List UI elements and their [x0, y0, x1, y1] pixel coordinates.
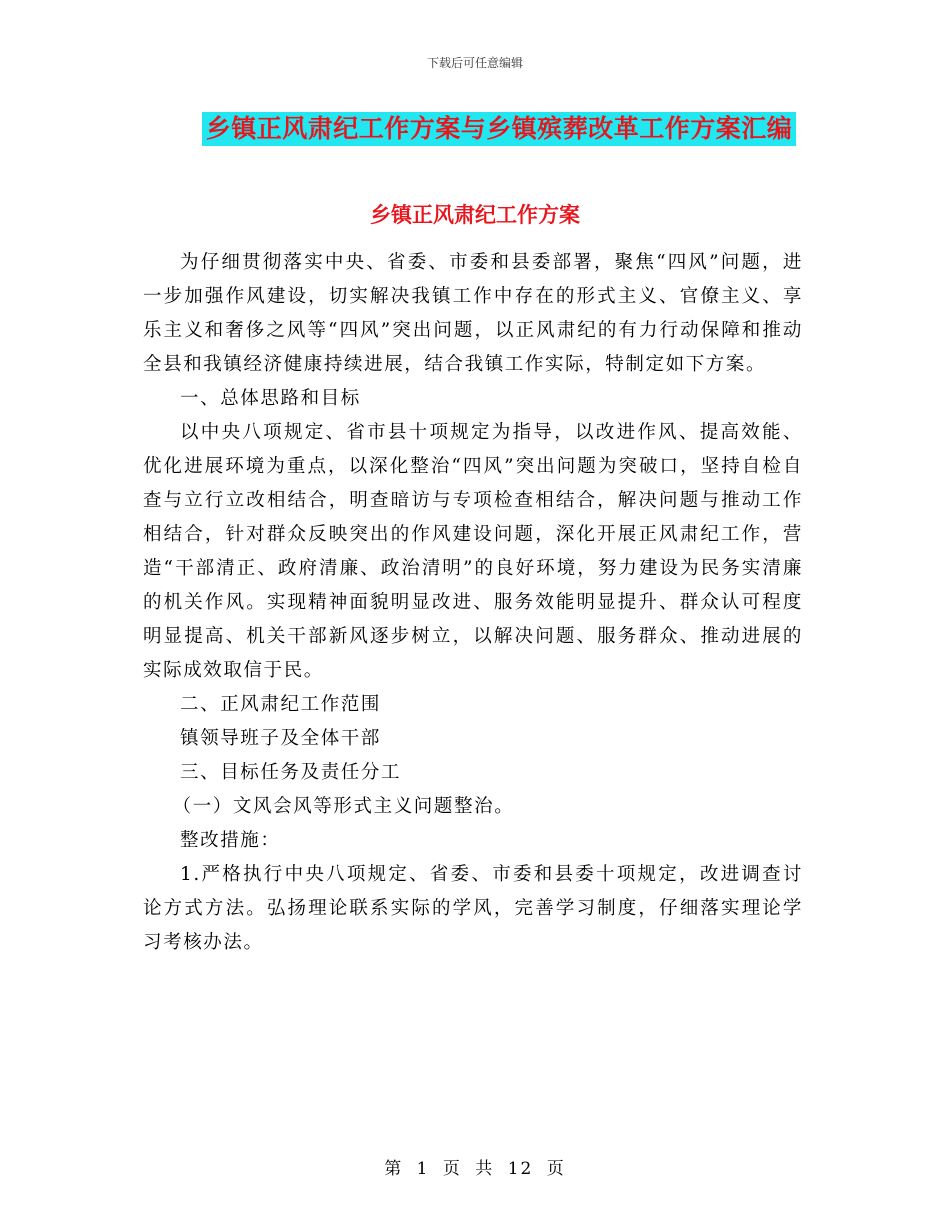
- document-body: [143, 246, 803, 960]
- document-title-wrap: [0, 112, 950, 146]
- heading-scope: 二、正风肃纪工作范围: [180, 694, 382, 715]
- paragraph-intro: 为仔细贯彻落实中央、省委、市委和县委部署，聚焦“四风”问题，进一步加强作风建设，切实解决我镇工作中存在的形式主义、官僚主义、享乐主义和奢侈之风等“四风”突出问题，以正风肃纪的有力行动保障和推动全县和我镇经济健康持续进展，结合我镇工作实际，特制定如下方案。: [143, 252, 803, 375]
- footer-page-suffix: 页: [546, 1159, 566, 1179]
- document-title: 乡镇正风肃纪工作方案与乡镇殡葬改革工作方案汇编: [202, 112, 797, 146]
- paragraph-scope: 镇领导班子及全体干部: [180, 728, 382, 749]
- footer-total-pages: 12: [507, 1159, 534, 1179]
- subheading-measures: 整改措施：: [180, 830, 281, 851]
- paragraph-measure-one: 1.严格执行中央八项规定、省委、市委和县委十项规定，改进调查讨论方式方法。弘扬理论联系实际的学风，完善学习制度，仔细落实理论学习考核办法。: [143, 864, 803, 953]
- header-note: 下载后可任意编辑: [426, 56, 523, 70]
- footer-total-label: 共: [475, 1159, 495, 1179]
- section-title: 乡镇正风肃纪工作方案: [370, 203, 580, 227]
- footer-page-number: 1: [416, 1159, 430, 1179]
- footer-page-prefix: 第: [384, 1159, 404, 1179]
- page-footer: [0, 1154, 950, 1179]
- heading-tasks: 三、目标任务及责任分工: [180, 762, 402, 783]
- heading-general-approach: 一、总体思路和目标: [180, 388, 361, 409]
- paragraph-general-approach: 以中央八项规定、省市县十项规定为指导，以改进作风、提高效能、优化进展环境为重点，以深化整治“四风”突出问题为突破口，坚持自检自查与立行立改相结合，明查暗访与专项检查相结合，解决问题与推动工作相结合，针对群众反映突出的作风建设问题，深化开展正风肃纪工作，营造“干部清正、政府清廉、政治清明”的良好环境，努力建设为民务实清廉的机关作风。实现精神面貌明显改进、服务效能明显提升、群众认可程度明显提高、机关干部新风逐步树立，以解决问题、服务群众、推动进展的实际成效取信于民。: [143, 422, 803, 681]
- footer-page-mid: 页: [442, 1159, 462, 1179]
- subheading-task-one: （一）文风会风等形式主义问题整治。: [172, 796, 515, 817]
